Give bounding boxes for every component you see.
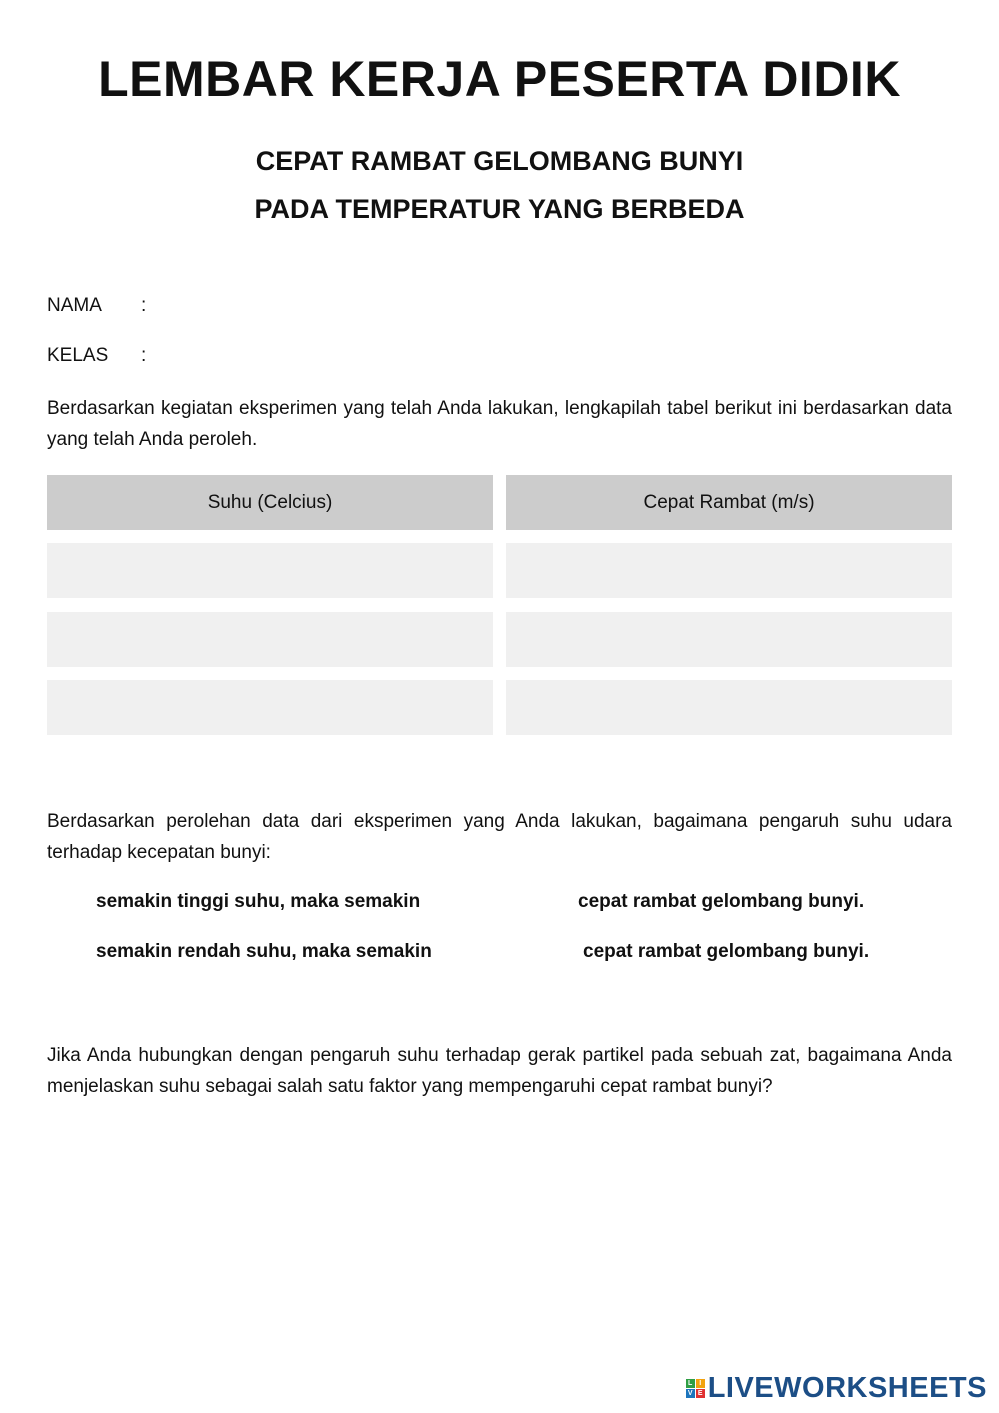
nama-label: NAMA	[47, 295, 102, 316]
page-title: LEMBAR KERJA PESERTA DIDIK	[98, 51, 901, 107]
table-cell-cepat-row3[interactable]	[506, 680, 952, 735]
subtitle-line-2: PADA TEMPERATUR YANG BERBEDA	[254, 194, 745, 224]
kelas-label: KELAS	[47, 345, 109, 366]
statement-2-left: semakin rendah suhu, maka semakin	[96, 941, 432, 962]
logo-block-l: L	[686, 1379, 695, 1388]
logo-text: LIVEWORKSHEETS	[707, 1372, 987, 1404]
statement-1-blank[interactable]	[462, 888, 576, 917]
table-cell-suhu-row2[interactable]	[47, 612, 493, 667]
liveworksheets-logo	[686, 1372, 987, 1405]
question-1: Berdasarkan perolehan data dari eksperimen yang Anda lakukan, bagaimana pengaruh suhu udara terhadap kecepatan bunyi:	[47, 811, 952, 863]
logo-block-i: I	[696, 1379, 705, 1388]
statement-1-right: cepat rambat gelombang bunyi.	[578, 891, 865, 912]
kelas-colon: :	[141, 345, 147, 366]
statement-2-blank[interactable]	[478, 938, 582, 967]
subtitle-line-1: CEPAT RAMBAT GELOMBANG BUNYI	[255, 146, 744, 176]
nama-colon: :	[141, 295, 147, 316]
table-cell-cepat-row1[interactable]	[506, 543, 952, 598]
kelas-input[interactable]	[160, 340, 944, 369]
question-2: Jika Anda hubungkan dengan pengaruh suhu terhadap gerak partikel pada sebuah zat, bagaimana Anda menjelaskan suhu sebagai salah satu faktor yang mempengaruhi cepat rambat bunyi?	[47, 1045, 952, 1097]
statement-1-left: semakin tinggi suhu, maka semakin	[96, 891, 421, 912]
table-header-cepat-rambat: Cepat Rambat (m/s)	[506, 475, 952, 530]
table-cell-cepat-row2[interactable]	[506, 612, 952, 667]
question-2-answer[interactable]	[47, 1140, 956, 1344]
table-header-suhu: Suhu (Celcius)	[47, 475, 493, 530]
table-cell-suhu-row1[interactable]	[47, 543, 493, 598]
statement-2-right: cepat rambat gelombang bunyi.	[583, 941, 870, 962]
nama-input[interactable]	[160, 290, 944, 319]
logo-blocks-icon	[686, 1379, 705, 1398]
table-cell-suhu-row3[interactable]	[47, 680, 493, 735]
logo-block-v: V	[686, 1389, 695, 1398]
logo-block-e: E	[696, 1389, 705, 1398]
table-instruction: Berdasarkan kegiatan eksperimen yang telah Anda lakukan, lengkapilah tabel berikut ini berdasarkan data yang telah Anda peroleh.	[47, 398, 952, 450]
